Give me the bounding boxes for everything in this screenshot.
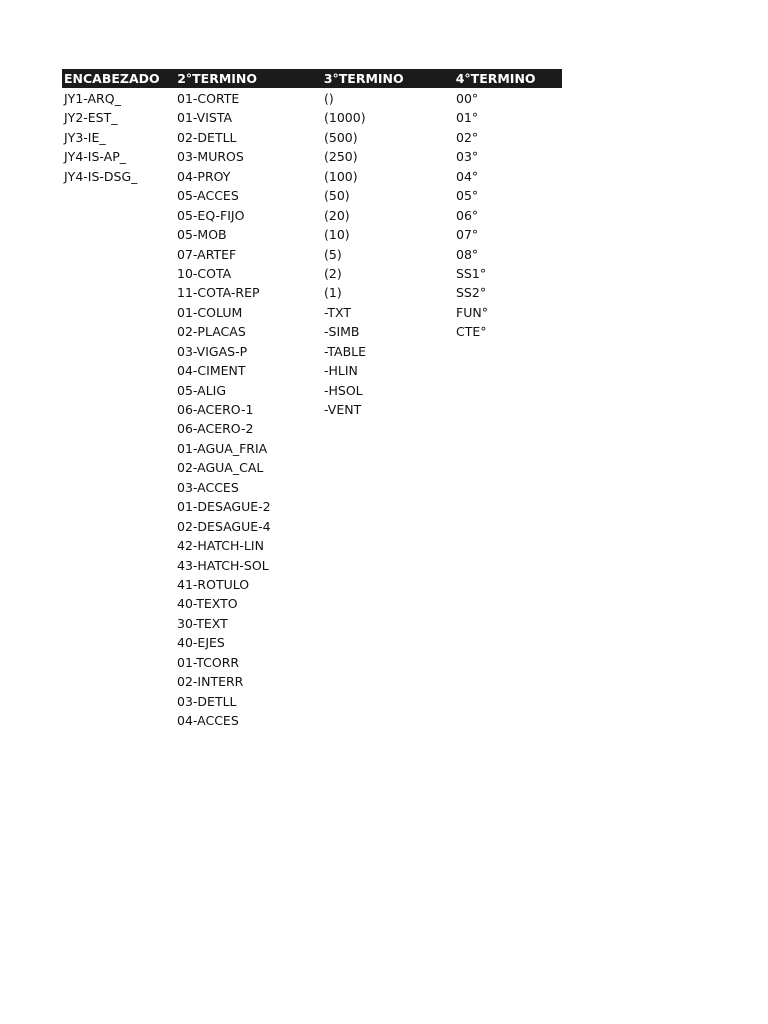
table-cell[interactable]: 01-TCORR — [177, 654, 240, 670]
table-cell[interactable]: 02-AGUA_CAL — [177, 460, 264, 476]
header-row — [62, 69, 562, 88]
column-termino-3 — [322, 88, 454, 419]
table-cell[interactable]: 07° — [456, 227, 479, 243]
table-cell[interactable]: (5) — [324, 246, 342, 262]
table-cell[interactable]: 04-CIMENT — [177, 363, 246, 379]
table-cell[interactable]: 08° — [456, 246, 479, 262]
spreadsheet-table — [62, 69, 562, 730]
table-cell[interactable]: 42-HATCH-LIN — [177, 538, 264, 554]
table-cell[interactable]: 06-ACERO-2 — [177, 421, 254, 437]
table-cell[interactable]: 06-ACERO-1 — [177, 402, 254, 417]
column-termino-4 — [454, 88, 562, 342]
table-cell[interactable]: 01-COLUM — [177, 304, 243, 320]
table-cell[interactable]: -VENT — [324, 402, 362, 417]
table-cell[interactable]: 02-INTERR — [177, 674, 244, 690]
column-encabezado — [62, 88, 175, 186]
table-cell[interactable]: 43-HATCH-SOL — [177, 557, 269, 573]
table-cell[interactable]: 10-COTA — [177, 265, 232, 281]
table-cell[interactable]: (1000) — [324, 110, 366, 126]
table-cell[interactable]: 07-ARTEF — [177, 246, 237, 262]
table-cell[interactable]: (100) — [324, 168, 358, 184]
header-termino-3[interactable]: 3°TERMINO — [323, 71, 404, 86]
table-cell[interactable]: (10) — [324, 227, 350, 243]
table-cell[interactable]: 03-MUROS — [177, 149, 244, 165]
table-cell[interactable]: 02-DESAGUE-4 — [177, 518, 271, 534]
table-cell[interactable]: 03° — [456, 149, 479, 165]
header-termino-2[interactable]: 2°TERMINO — [177, 71, 258, 86]
table-cell[interactable]: SS1° — [456, 265, 487, 281]
header-encabezado[interactable]: ENCABEZADO — [64, 71, 160, 86]
table-cell[interactable]: (20) — [324, 207, 350, 223]
table-cell[interactable]: 05-EQ-FIJO — [177, 207, 245, 223]
header-termino-4[interactable]: 4°TERMINO — [455, 71, 536, 86]
table-cell[interactable]: 01° — [456, 110, 479, 126]
table-cell[interactable]: 06° — [456, 207, 479, 223]
table-cell[interactable]: JY4-IS-DSG_ — [64, 168, 138, 184]
table-cell[interactable]: 05-MOB — [177, 227, 227, 243]
table-cell[interactable]: 01-CORTE — [177, 91, 240, 106]
table-cell[interactable]: 00° — [456, 91, 479, 106]
table-cell[interactable]: 05° — [456, 188, 479, 204]
table-cell[interactable]: 05-ALIG — [177, 382, 227, 398]
table-cell[interactable]: 05-ACCES — [177, 188, 239, 204]
table-body — [62, 88, 562, 730]
table-cell[interactable]: SS2° — [456, 285, 487, 301]
table-cell[interactable]: 40-TEXTO — [177, 596, 238, 612]
table-cell[interactable]: 04° — [456, 168, 479, 184]
table-cell[interactable]: 40-EJES — [177, 635, 225, 651]
table-cell[interactable]: -HLIN — [324, 363, 358, 379]
table-cell[interactable]: JY4-IS-AP_ — [64, 149, 126, 165]
table-cell[interactable]: 01-AGUA_FRIA — [177, 440, 268, 456]
table-cell[interactable]: 01-VISTA — [177, 110, 233, 126]
table-cell[interactable]: -TABLE — [324, 343, 367, 359]
table-cell[interactable]: 01-DESAGUE-2 — [177, 499, 271, 515]
table-cell[interactable]: (250) — [324, 149, 358, 165]
table-cell[interactable]: (2) — [324, 265, 342, 281]
table-cell[interactable]: (50) — [324, 188, 350, 204]
table-cell[interactable]: (500) — [324, 129, 358, 145]
table-cell[interactable]: 03-ACCES — [177, 479, 239, 495]
table-cell[interactable]: JY2-EST_ — [64, 110, 118, 126]
table-cell[interactable]: 41-ROTULO — [177, 576, 250, 592]
table-cell[interactable]: 04-ACCES — [177, 713, 239, 728]
table-cell[interactable]: 03-VIGAS-P — [177, 343, 248, 359]
table-cell[interactable]: -TXT — [324, 304, 351, 320]
table-cell[interactable]: 30-TEXT — [177, 615, 228, 631]
table-cell[interactable]: 11-COTA-REP — [177, 285, 260, 301]
table-cell[interactable]: -SIMB — [324, 324, 360, 340]
table-cell[interactable]: () — [324, 91, 334, 106]
table-cell[interactable]: FUN° — [456, 304, 488, 320]
table-cell[interactable]: JY3-IE_ — [64, 129, 106, 145]
column-termino-2 — [175, 88, 322, 730]
table-cell[interactable]: 04-PROY — [177, 168, 231, 184]
table-cell[interactable]: 03-DETLL — [177, 693, 237, 709]
table-cell[interactable]: 02-DETLL — [177, 129, 237, 145]
table-cell[interactable]: JY1-ARQ_ — [64, 91, 121, 106]
table-cell[interactable]: CTE° — [456, 324, 487, 340]
table-cell[interactable]: (1) — [324, 285, 342, 301]
table-cell[interactable]: 02° — [456, 129, 479, 145]
table-cell[interactable]: 02-PLACAS — [177, 324, 246, 340]
table-cell[interactable]: -HSOL — [324, 382, 363, 398]
